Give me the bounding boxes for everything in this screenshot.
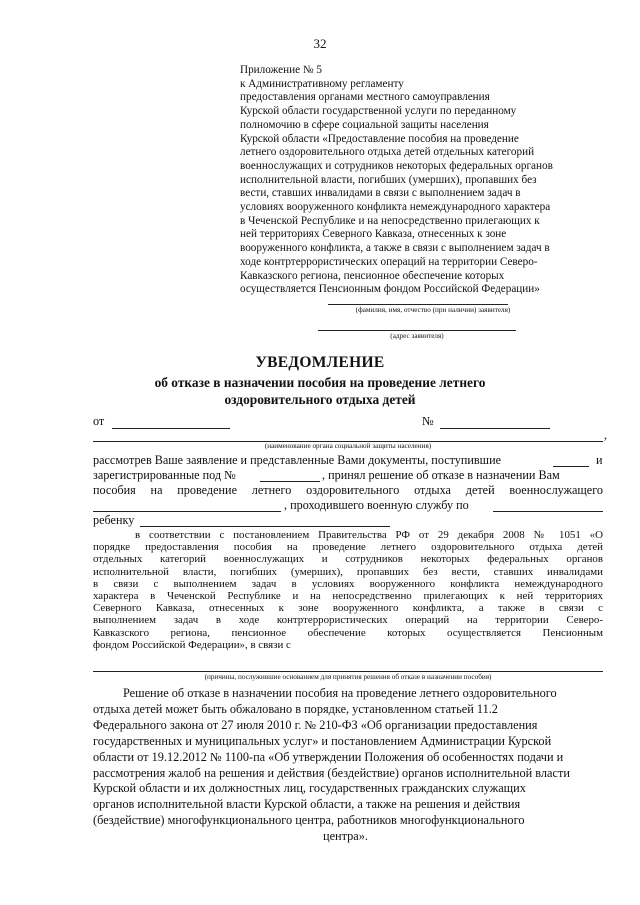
authority-name-caption: (наименование органа социальной защиты населения) xyxy=(264,442,432,450)
appendix-line: вести, ставших инвалидами в связи с выполнением задач в xyxy=(240,187,521,200)
appendix-line: ходе контртеррористических операций на территории Северо- xyxy=(240,255,538,268)
number-field[interactable] xyxy=(440,428,550,429)
paragraph-line: Кавказского региона, пенсионное обеспечение которых осуществляется Пенсионным xyxy=(93,626,603,639)
appendix-line: полномочию в сфере социальной защиты населения xyxy=(240,118,489,131)
body-line: ребенку xyxy=(93,513,135,527)
appendix-line: в Чеченской Республике и на непосредственно прилегающих к xyxy=(240,214,540,227)
child-name-field[interactable] xyxy=(140,526,390,527)
body-line: зарегистрированные под № xyxy=(93,468,236,482)
appendix-line: к Административному регламенту xyxy=(240,77,404,90)
final-line: государственных и муниципальных услуг» и постановлением Администрации Курской xyxy=(93,733,552,748)
legal-basis-paragraph xyxy=(93,529,603,651)
appendix-line: военнослужащих и сотрудников некоторых федеральных органов xyxy=(240,159,553,172)
received-date-field[interactable] xyxy=(553,466,589,467)
paragraph-line: исполнительной власти, погибших (умерших), пропавших без вести, ставших инвалидами xyxy=(93,565,603,578)
paragraph-line: в связи с выполнением задач в условиях вооруженного конфликта немеждународного xyxy=(93,577,603,590)
applicant-address-line[interactable] xyxy=(318,330,516,331)
paragraph-line: Северного Кавказа, отнесенных к зоне вооруженного конфликта, а также в связи с xyxy=(93,602,603,615)
date-label: от xyxy=(93,414,105,428)
appendix-line: исполнительной власти, погибших (умерших), пропавших без xyxy=(240,173,537,186)
final-line: области от 19.12.2012 № 1100-па «Об утверждении Положения об особенностях подачи и xyxy=(93,749,564,764)
appeal-paragraph xyxy=(93,686,593,845)
service-type-field[interactable] xyxy=(493,511,603,512)
appendix-line: осуществляется Пенсионным фондом Российской Федерации» xyxy=(240,283,540,296)
document-subtitle: оздоровительного отдыха детей xyxy=(224,392,416,407)
body-line: и xyxy=(596,453,603,467)
applicant-address-caption: (адрес заявителя) xyxy=(390,332,444,340)
final-line: Решение об отказе в назначении пособия на проведение летнего оздоровительного xyxy=(123,686,557,700)
final-line: (бездействие) многофункционального центра, работников многофункционального xyxy=(93,813,525,828)
paragraph-line: выполнением задач в ходе контртеррористических операций на территории Северо- xyxy=(93,614,603,627)
final-line: Федерального закона от 27 июля 2010 г. № 210-ФЗ «Об организации предоставления xyxy=(93,717,538,732)
paragraph-line: характера в Чеченской Республике и на непосредственно прилегающих к ней территориях xyxy=(93,590,603,603)
appendix-line: вооруженного конфликта, а также в связи с выполнением задач в xyxy=(240,242,550,255)
document-subtitle: об отказе в назначении пособия на проведение летнего xyxy=(154,375,486,390)
body-line: , проходившего военную службу по xyxy=(284,498,469,512)
appendix-line: Приложение № 5 xyxy=(240,64,322,76)
applicant-name-caption: (фамилия, имя, отчество (при наличии) заявителя) xyxy=(355,306,511,314)
final-line: центра». xyxy=(323,829,368,844)
appendix-header xyxy=(240,64,580,297)
serviceman-name-field[interactable] xyxy=(93,511,281,512)
paragraph-line: отдельных категорий военнослужащих и сотрудников некоторых федеральных органов xyxy=(93,553,603,566)
appendix-line: Курской области «Предоставление пособия на проведение xyxy=(240,132,519,145)
document-title: УВЕДОМЛЕНИЕ xyxy=(255,354,385,371)
paragraph-line: фондом Российской Федерации», в связи с xyxy=(93,638,291,651)
appendix-line: условиях вооруженного конфликта немеждународного характера xyxy=(240,201,551,214)
date-field[interactable] xyxy=(112,428,230,429)
appendix-line: ней территориях Северного Кавказа, отнесенных к зоне xyxy=(240,228,507,241)
applicant-name-line[interactable] xyxy=(328,304,508,305)
appendix-line: Кавказского региона, пенсионное обеспечение которых xyxy=(240,269,505,282)
body-line: рассмотрев Ваше заявление и представленные Вами документы, поступившие xyxy=(93,453,501,467)
paragraph-line: порядке предоставления пособия на проведение летнего оздоровительного отдыха детей xyxy=(93,541,603,554)
registration-number-field[interactable] xyxy=(260,481,320,482)
final-line: рассмотрения жалоб на решения и действия (бездействие) органов исполнительной власти xyxy=(93,765,570,780)
body-line: пособия на проведение летнего оздоровительного отдыха детей военнослужащего xyxy=(93,483,603,497)
reasons-line[interactable] xyxy=(93,671,603,672)
appendix-line: Курской области государственной услуги по переданному xyxy=(240,105,517,118)
body-line: , принял решение об отказе в назначении Вам xyxy=(322,468,560,482)
paragraph-line: в соответствии с постановлением Правительства РФ от 29 декабря 2008 № 1051 «О xyxy=(135,529,603,541)
page-number: 32 xyxy=(313,36,327,51)
final-line: органов исполнительной власти Курской области, а также на решения и действия xyxy=(93,797,521,812)
appendix-line: предоставления органами местного самоуправления xyxy=(240,91,490,104)
appendix-line: летнего оздоровительного отдыха детей отдельных категорий xyxy=(240,146,535,159)
final-line: Курской области и их должностных лиц, государственных гражданских служащих xyxy=(93,781,526,796)
final-line: отдыха детей может быть обжаловано в порядке, установленном статьей 11.2 xyxy=(93,701,498,716)
reasons-caption: (причины, послужившие основанием для принятия решения об отказе в назначении пособия) xyxy=(204,673,492,681)
number-label: № xyxy=(422,414,434,428)
